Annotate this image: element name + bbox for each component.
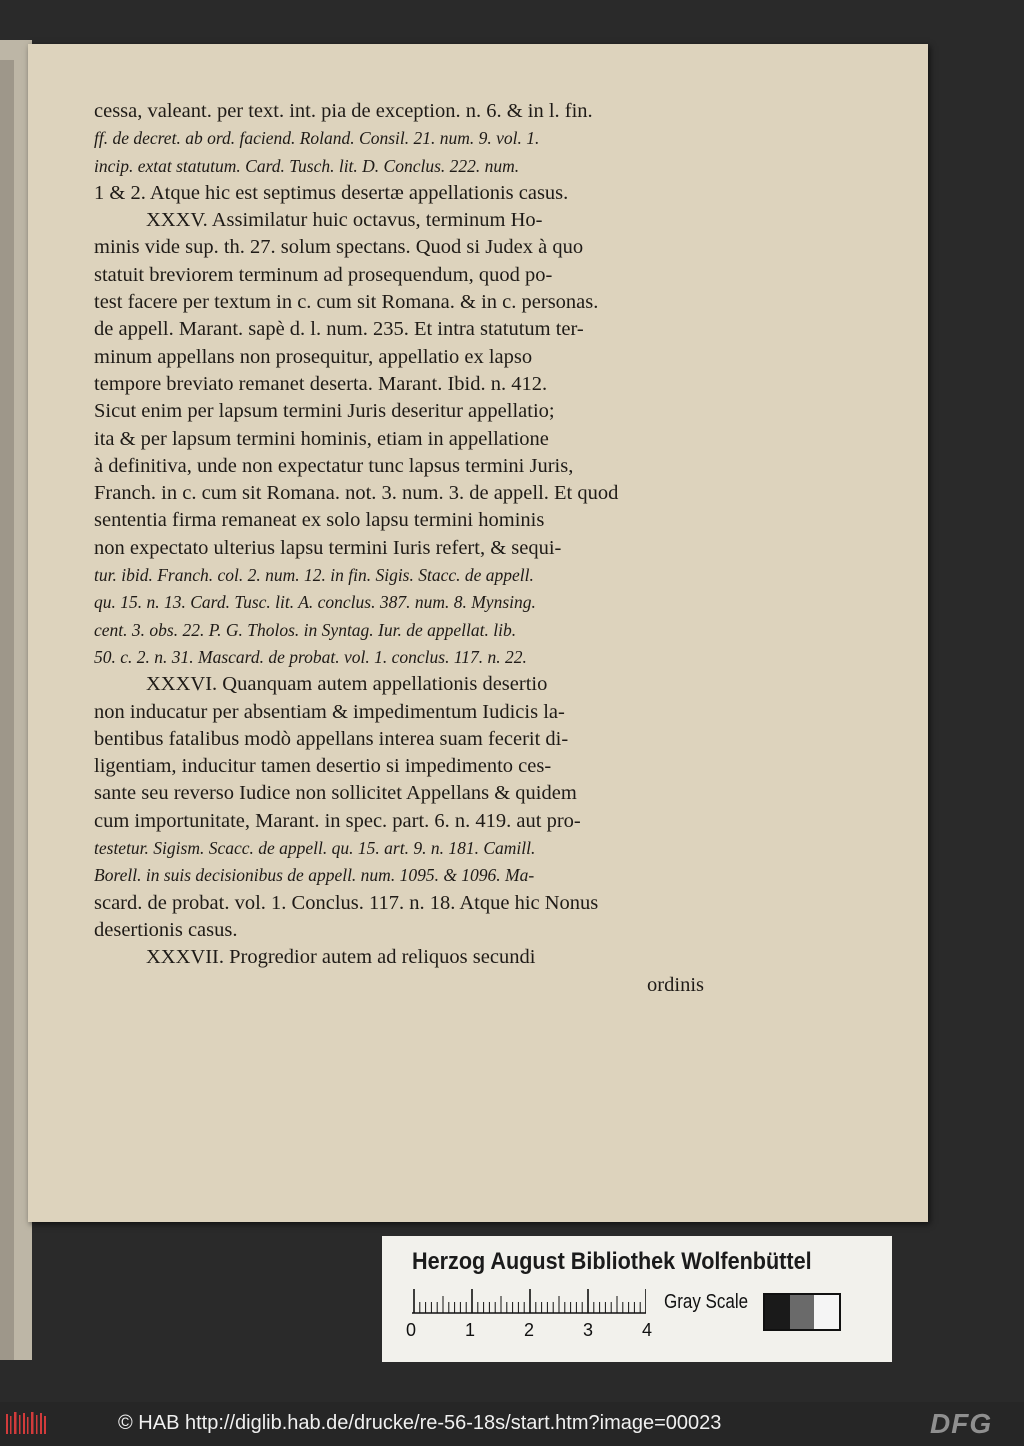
text-line: tempore breviato remanet deserta. Marant. Ibid. n. 412. bbox=[94, 372, 548, 395]
dfg-logo: DFG bbox=[930, 1408, 993, 1439]
gray-swatch-mid bbox=[790, 1295, 815, 1329]
text-line: XXXV. Assimilatur huic octavus, terminum Ho- bbox=[146, 209, 543, 232]
gray-scale-swatches bbox=[763, 1293, 841, 1331]
text-line: Franch. in c. cum sit Romana. not. 3. num. 3. de appell. Et quod bbox=[94, 482, 619, 505]
text-line: 50. c. 2. n. 31. Mascard. de probat. vol. 1. conclus. 117. n. 22. bbox=[94, 646, 527, 667]
text-line: sententia firma remaneat ex solo lapsu termini hominis bbox=[94, 509, 545, 532]
text-line: cessa, valeant. per text. int. pia de exception. n. 6. & in l. fin. bbox=[94, 100, 593, 122]
text-line: cum importunitate, Marant. in spec. part. 6. n. 419. aut pro- bbox=[94, 809, 581, 832]
text-line: sante seu reverso Iudice non sollicitet Appellans & quidem bbox=[94, 782, 577, 805]
text-line: scard. de probat. vol. 1. Conclus. 117. n. 18. Atque hic Nonus bbox=[94, 891, 599, 914]
text-line: qu. 15. n. 13. Card. Tusc. lit. A. conclus. 387. num. 8. Mynsing. bbox=[94, 592, 536, 613]
page-text bbox=[94, 98, 704, 999]
gray-swatch-dark bbox=[765, 1295, 790, 1329]
ruler-number-1: 1 bbox=[465, 1320, 476, 1340]
text-line: XXXVI. Quanquam autem appellationis desertio bbox=[146, 673, 548, 696]
barcode-icon bbox=[6, 1412, 48, 1436]
ruler-number-3: 3 bbox=[583, 1320, 594, 1340]
text-line: ff. de decret. ab ord. faciend. Roland. Consil. 21. num. 9. vol. 1. bbox=[94, 128, 540, 149]
text-line: statuit breviorem terminum ad prosequendum, quod po- bbox=[94, 263, 553, 286]
text-line: ordinis bbox=[647, 973, 704, 996]
gray-swatch-light bbox=[814, 1295, 839, 1329]
text-line: ligentiam, inducitur tamen desertio si impedimento ces- bbox=[94, 755, 552, 778]
ruler-number-4: 4 bbox=[642, 1320, 653, 1340]
text-line: desertionis casus. bbox=[94, 918, 238, 941]
text-line: Borell. in suis decisionibus de appell. num. 1095. & 1096. Ma- bbox=[94, 865, 535, 886]
ruler-number-0: 0 bbox=[406, 1320, 417, 1340]
text-line: bentibus fatalibus modò appellans interea suam fecerit di- bbox=[94, 727, 569, 750]
text-line: minis vide sup. th. 27. solum spectans. Quod si Judex à quo bbox=[94, 236, 584, 259]
citation-link[interactable]: © HAB http://diglib.hab.de/drucke/re-56-18s/start.htm?image=00023 bbox=[118, 1412, 722, 1434]
text-line: 1 & 2. Atque hic est septimus desertæ appellationis casus. bbox=[94, 181, 569, 204]
text-line: testetur. Sigism. Scacc. de appell. qu. 15. art. 9. n. 181. Camill. bbox=[94, 838, 536, 859]
reference-card bbox=[382, 1236, 892, 1362]
text-line: ita & per lapsum termini hominis, etiam in appellatione bbox=[94, 427, 549, 450]
text-line: test facere per textum in c. cum sit Romana. & in c. personas. bbox=[94, 291, 599, 314]
text-line: XXXVII. Progredior autem ad reliquos secundi bbox=[146, 946, 536, 969]
text-line: cent. 3. obs. 22. P. G. Tholos. in Syntag. Iur. de appellat. lib. bbox=[94, 619, 517, 640]
book-binding-edge bbox=[0, 60, 14, 1360]
footer-bar bbox=[0, 1402, 1024, 1446]
gray-scale-label: Gray Scale bbox=[664, 1291, 749, 1313]
text-line: non expectato ulterius lapsu termini Iuris refert, & sequi- bbox=[94, 536, 562, 559]
scale-ruler bbox=[412, 1288, 646, 1314]
ruler-number-2: 2 bbox=[524, 1320, 535, 1340]
text-line: tur. ibid. Franch. col. 2. num. 12. in fin. Sigis. Stacc. de appell. bbox=[94, 565, 534, 586]
text-line: à definitiva, unde non expectatur tunc lapsus termini Juris, bbox=[94, 454, 574, 477]
text-line: non inducatur per absentiam & impedimentum Iudicis la- bbox=[94, 700, 565, 723]
text-line: minum appellans non prosequitur, appellatio ex lapso bbox=[94, 345, 533, 368]
library-title: Herzog August Bibliothek Wolfenbüttel bbox=[412, 1248, 812, 1275]
text-line: de appell. Marant. sapè d. l. num. 235. Et intra statutum ter- bbox=[94, 318, 584, 341]
text-line: Sicut enim per lapsum termini Juris deseritur appellatio; bbox=[94, 400, 555, 423]
text-line: incip. extat statutum. Card. Tusch. lit. D. Conclus. 222. num. bbox=[94, 155, 520, 176]
